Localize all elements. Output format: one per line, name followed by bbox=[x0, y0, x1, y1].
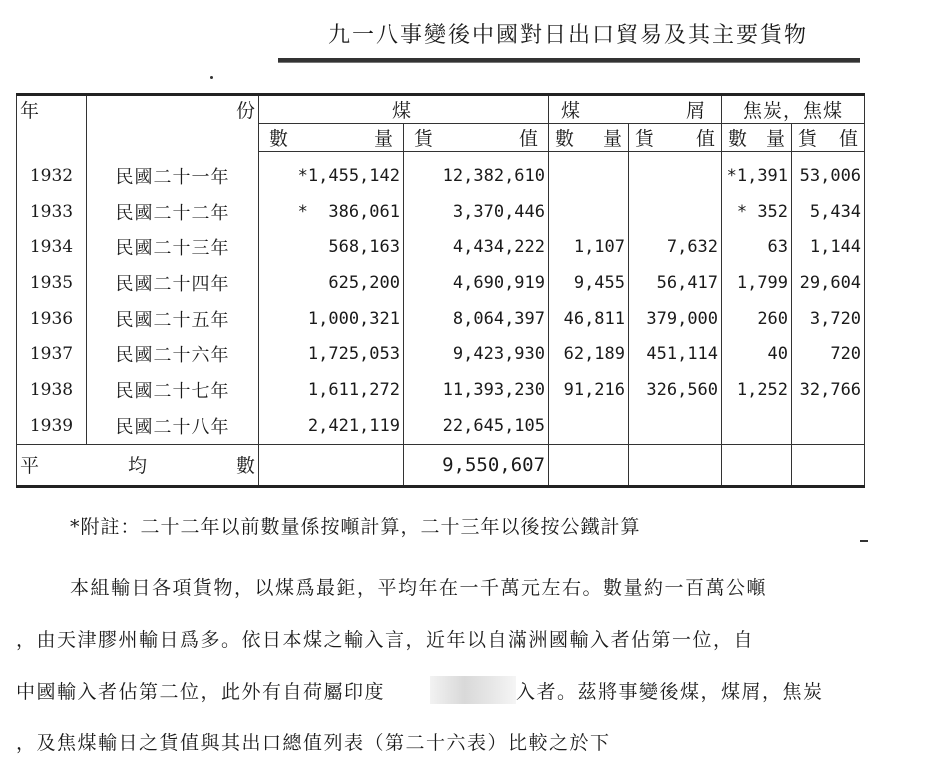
coke-quantity-cell: 260 bbox=[722, 301, 792, 337]
table-row bbox=[17, 336, 865, 372]
coal-value-cell: 9,423,930 bbox=[404, 336, 549, 372]
year-cell: 1936 bbox=[17, 301, 87, 337]
title-underline bbox=[278, 58, 860, 63]
table-row bbox=[17, 408, 865, 444]
header-dust-quantity: 數量 bbox=[549, 124, 629, 152]
average-dust-quantity bbox=[549, 444, 629, 486]
coal-value-cell: 22,645,105 bbox=[404, 408, 549, 444]
header-coke-quantity: 數量 bbox=[722, 124, 792, 152]
coke-value-cell: 3,720 bbox=[792, 301, 865, 337]
dust-value-cell bbox=[629, 408, 722, 444]
dust-quantity-cell: 1,107 bbox=[549, 229, 629, 265]
coal-quantity-cell: 2,421,119 bbox=[259, 408, 404, 444]
header-row-groups bbox=[17, 95, 865, 124]
average-coal-value: 9,550,607 bbox=[404, 444, 549, 486]
header-group-coal-dust: 煤 屑 bbox=[549, 95, 722, 124]
dust-quantity-cell: 46,811 bbox=[549, 301, 629, 337]
dust-value-cell bbox=[629, 152, 722, 194]
minguo-year-cell: 民國二十五年 bbox=[87, 301, 259, 337]
paragraph-line-3a: 中國輸入者佔第二位，此外有自荷屬印度 bbox=[16, 681, 386, 703]
coal-value-cell: 8,064,397 bbox=[404, 301, 549, 337]
coke-value-cell: 29,604 bbox=[792, 265, 865, 301]
smudged-region bbox=[430, 676, 516, 704]
average-label: 平均數 bbox=[17, 444, 259, 486]
coal-quantity-cell: 568,163 bbox=[259, 229, 404, 265]
coke-quantity-cell bbox=[722, 408, 792, 444]
coal-quantity-cell: 1,000,321 bbox=[259, 301, 404, 337]
dust-value-cell: 451,114 bbox=[629, 336, 722, 372]
dust-value-cell: 56,417 bbox=[629, 265, 722, 301]
header-group-coal: 煤 bbox=[259, 95, 549, 124]
year-cell: 1937 bbox=[17, 336, 87, 372]
year-cell: 1939 bbox=[17, 408, 87, 444]
coal-value-cell: 11,393,230 bbox=[404, 372, 549, 408]
coal-quantity-cell: 1,725,053 bbox=[259, 336, 404, 372]
dust-quantity-cell: 91,216 bbox=[549, 372, 629, 408]
minguo-year-cell: 民國二十八年 bbox=[87, 408, 259, 444]
table-row bbox=[17, 229, 865, 265]
dust-value-cell: 326,560 bbox=[629, 372, 722, 408]
header-coke-value: 貨值 bbox=[792, 124, 865, 152]
dust-value-cell bbox=[629, 194, 722, 230]
header-coal-value: 貨值 bbox=[404, 124, 549, 152]
dust-quantity-cell bbox=[549, 152, 629, 194]
average-coal-quantity bbox=[259, 444, 404, 486]
year-cell: 1935 bbox=[17, 265, 87, 301]
coal-quantity-cell: 1,611,272 bbox=[259, 372, 404, 408]
minguo-year-cell: 民國二十七年 bbox=[87, 372, 259, 408]
paragraph-line-4: ，及焦煤輸日之貨值與其出口總值列表（第二十六表）比較之於下 bbox=[16, 732, 611, 754]
scan-speck bbox=[210, 76, 213, 79]
dust-value-cell: 379,000 bbox=[629, 301, 722, 337]
table-row bbox=[17, 194, 865, 230]
coke-quantity-cell: 63 bbox=[722, 229, 792, 265]
coke-quantity-cell: * 352 bbox=[722, 194, 792, 230]
year-cell: 1938 bbox=[17, 372, 87, 408]
header-dust-value: 貨值 bbox=[629, 124, 722, 152]
minguo-year-cell: 民國二十二年 bbox=[87, 194, 259, 230]
paragraph-line-1: 本組輸日各項貨物，以煤爲最鉅，平均年在一千萬元左右。數量約一百萬公噸 bbox=[70, 577, 768, 599]
dust-value-cell: 7,632 bbox=[629, 229, 722, 265]
year-cell: 1934 bbox=[17, 229, 87, 265]
footnote: *附註：二十二年以前數量係按噸計算，二十三年以後按公鐵計算 bbox=[70, 516, 641, 538]
minguo-year-cell: 民國二十六年 bbox=[87, 336, 259, 372]
table-row bbox=[17, 265, 865, 301]
minguo-year-cell: 民國二十三年 bbox=[87, 229, 259, 265]
average-row bbox=[17, 444, 865, 486]
minguo-year-cell: 民國二十四年 bbox=[87, 265, 259, 301]
coke-quantity-cell: 1,252 bbox=[722, 372, 792, 408]
coal-quantity-cell: 625,200 bbox=[259, 265, 404, 301]
dust-quantity-cell: 62,189 bbox=[549, 336, 629, 372]
coal-value-cell: 3,370,446 bbox=[404, 194, 549, 230]
header-coal-quantity: 數量 bbox=[259, 124, 404, 152]
coke-quantity-cell: 40 bbox=[722, 336, 792, 372]
header-period: 份 bbox=[87, 95, 259, 152]
minguo-year-cell: 民國二十一年 bbox=[87, 152, 259, 194]
dust-quantity-cell: 9,455 bbox=[549, 265, 629, 301]
year-cell: 1932 bbox=[17, 152, 87, 194]
coke-value-cell: 720 bbox=[792, 336, 865, 372]
coke-quantity-cell: *1,391 bbox=[722, 152, 792, 194]
coal-value-cell: 12,382,610 bbox=[404, 152, 549, 194]
coal-quantity-cell: *1,455,142 bbox=[259, 152, 404, 194]
coal-value-cell: 4,434,222 bbox=[404, 229, 549, 265]
coke-value-cell: 5,434 bbox=[792, 194, 865, 230]
table-row bbox=[17, 372, 865, 408]
header-year: 年 bbox=[17, 95, 87, 152]
dust-quantity-cell bbox=[549, 194, 629, 230]
table-row bbox=[17, 152, 865, 194]
header-group-coke: 焦炭，焦煤 bbox=[722, 95, 865, 124]
coke-quantity-cell: 1,799 bbox=[722, 265, 792, 301]
paragraph-line-2: ，由天津膠州輸日爲多。依日本煤之輸入言，近年以自滿洲國輸入者佔第一位，自 bbox=[16, 629, 755, 651]
coke-value-cell: 1,144 bbox=[792, 229, 865, 265]
coal-export-table bbox=[16, 93, 865, 488]
paragraph-line-3b: 入者。茲將事變後煤，煤屑，焦炭 bbox=[516, 681, 824, 703]
average-coke-value bbox=[792, 444, 865, 486]
year-cell: 1933 bbox=[17, 194, 87, 230]
average-dust-value bbox=[629, 444, 722, 486]
coke-value-cell: 53,006 bbox=[792, 152, 865, 194]
table-body bbox=[17, 152, 865, 445]
coal-quantity-cell: * 386,061 bbox=[259, 194, 404, 230]
margin-mark bbox=[860, 540, 868, 542]
coke-value-cell: 32,766 bbox=[792, 372, 865, 408]
table-row bbox=[17, 301, 865, 337]
page-title: 九一八事變後中國對日出口貿易及其主要貨物 bbox=[327, 23, 808, 48]
coal-value-cell: 4,690,919 bbox=[404, 265, 549, 301]
average-coke-quantity bbox=[722, 444, 792, 486]
dust-quantity-cell bbox=[549, 408, 629, 444]
coke-value-cell bbox=[792, 408, 865, 444]
